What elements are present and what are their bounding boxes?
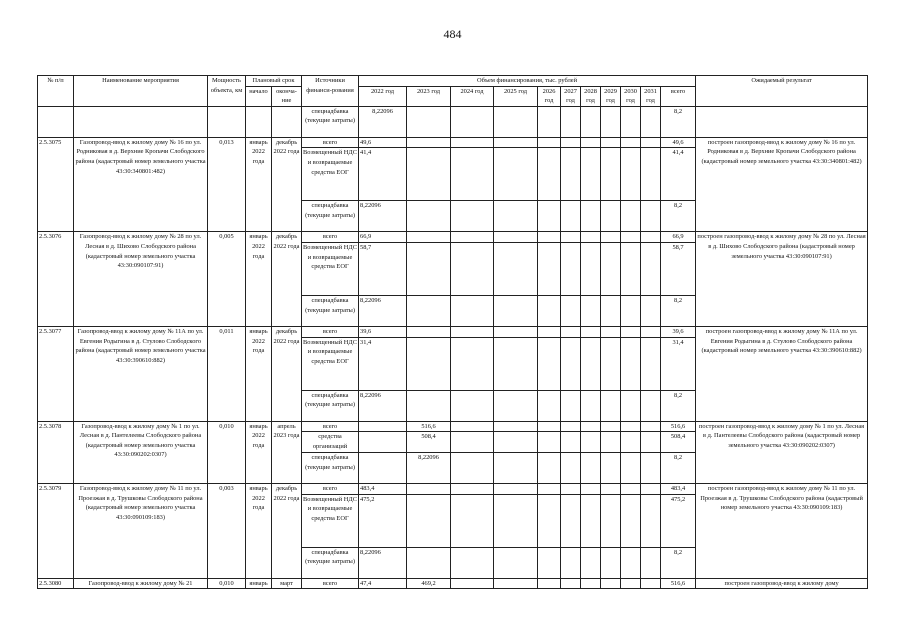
- source-cell: спецнадбавка (текущие затраты): [302, 547, 359, 578]
- record-start: январь 2022 года: [246, 421, 272, 484]
- header-num: № п/п: [38, 76, 74, 107]
- value-total: 41,4: [661, 148, 696, 201]
- record-end: март: [272, 578, 302, 589]
- record-name: Газопровод-ввод к жилому дому № 28 по ул. Лесная в д. Шихово Слободского района (кадастровый номер земельного участка 43:30:090107:91): [74, 232, 208, 327]
- value-total: 8,2: [661, 201, 696, 232]
- record-end: декабрь 2022 года: [272, 326, 302, 421]
- header-end: оконча-ние: [272, 86, 302, 106]
- value-2023: [407, 148, 451, 201]
- record-start: январь 2022 года: [246, 326, 272, 421]
- table-row: [38, 232, 868, 243]
- source-cell: спецнадбавка (текущие затраты): [302, 106, 359, 137]
- value-2022: [359, 453, 407, 484]
- record-name: Газопровод-ввод к жилому дому № 16 по ул. Родниковая в д. Верхние Кропачи Слободского района (кадастровый номер земельного участка 43:30:340801:482): [74, 137, 208, 232]
- value-total: 58,7: [661, 242, 696, 295]
- header-name: Наименование мероприятия: [74, 76, 208, 107]
- record-start: январь 2022 года: [246, 232, 272, 327]
- value-2023: [407, 242, 451, 295]
- financing-table: [37, 75, 868, 589]
- value-total: 66,9: [661, 232, 696, 243]
- header-year: 2022 год: [359, 86, 407, 106]
- value-2022: 483,4: [359, 484, 407, 495]
- page-number: 484: [443, 27, 462, 41]
- record-result: построен газопровод-ввод к жилому дому: [696, 578, 868, 589]
- value-2023: [407, 390, 451, 421]
- value-2022: 8,22096: [359, 547, 407, 578]
- source-cell: спецнадбавка (текущие затраты): [302, 295, 359, 326]
- value-2022: [359, 432, 407, 453]
- value-total: 516,6: [661, 578, 696, 589]
- record-name: Газопровод-ввод к жилому дому № 11А по ул. Евгения Родыгина в д. Стулово Слободского района (кадастровый номер земельного участка 43:30:390610:882): [74, 326, 208, 421]
- value-total: 8,2: [661, 547, 696, 578]
- source-cell: спецнадбавка (текущие затраты): [302, 453, 359, 484]
- table-row: [38, 137, 868, 148]
- source-cell: всего: [302, 484, 359, 495]
- value-total: 508,4: [661, 432, 696, 453]
- value-2022: 47,4: [359, 578, 407, 589]
- header-total: всего: [661, 86, 696, 106]
- record-end: декабрь 2022 года: [272, 232, 302, 327]
- value-2022: [359, 421, 407, 432]
- source-cell: спецнадбавка (текущие затраты): [302, 390, 359, 421]
- header-start: начало: [246, 86, 272, 106]
- record-end: апрель 2023 года: [272, 421, 302, 484]
- value-2022: 8,22096: [359, 106, 407, 137]
- record-num: 2.5.3075: [38, 137, 74, 232]
- record-num: 2.5.3079: [38, 484, 74, 579]
- value-2022: 49,6: [359, 137, 407, 148]
- header-year: 2031 год: [641, 86, 661, 106]
- value-2023: [407, 137, 451, 148]
- table-row: [38, 106, 868, 137]
- record-result: построен газопровод-ввод к жилому дому № 11 по ул. Проезжая в д. Трушковы Слободского района (кадастровый номер земельного участка 43:30:090109:183): [696, 484, 868, 579]
- record-end: декабрь 2022 года: [272, 484, 302, 579]
- record-capacity: 0,013: [208, 137, 246, 232]
- value-2022: 66,9: [359, 232, 407, 243]
- value-2022: 475,2: [359, 494, 407, 547]
- table-row: [38, 578, 868, 589]
- record-capacity: 0,011: [208, 326, 246, 421]
- source-cell: Возмещенный НДС и возвращаемые средства ЕОГ: [302, 148, 359, 201]
- source-cell: всего: [302, 232, 359, 243]
- header-volume: Объем финансирования, тыс. рублей: [359, 76, 696, 87]
- value-total: 8,2: [661, 106, 696, 137]
- value-2023: [407, 494, 451, 547]
- table-row: [38, 326, 868, 337]
- record-name: Газопровод-ввод к жилому дому № 21: [74, 578, 208, 589]
- source-cell: всего: [302, 421, 359, 432]
- record-num: 2.5.3078: [38, 421, 74, 484]
- record-capacity: 0,003: [208, 484, 246, 579]
- table-row: [38, 484, 868, 495]
- record-end: декабрь 2022 года: [272, 137, 302, 232]
- source-cell: Возмещенный НДС и возвращаемые средства ЕОГ: [302, 337, 359, 390]
- value-total: 8,2: [661, 295, 696, 326]
- header-year: 2030 год: [621, 86, 641, 106]
- header-capacity: Мощность объекта, км: [208, 76, 246, 107]
- record-start: январь: [246, 578, 272, 589]
- header-period: Плановый срок: [246, 76, 302, 87]
- header-year: 2028 год: [581, 86, 601, 106]
- record-capacity: 0,010: [208, 578, 246, 589]
- value-2023: [407, 337, 451, 390]
- value-2023: 8,22096: [407, 453, 451, 484]
- source-cell: Возмещенный НДС и возвращаемые средства ЕОГ: [302, 494, 359, 547]
- header-source: Источники финанси-рования: [302, 76, 359, 107]
- header-row-1: [38, 76, 868, 87]
- record-start: январь 2022 года: [246, 484, 272, 579]
- value-total: 516,6: [661, 421, 696, 432]
- record-num: 2.5.3080: [38, 578, 74, 589]
- record-result: построен газопровод-ввод к жилому дому № 16 по ул. Родниковая в д. Верхние Кропачи Слободского района (кадастровый номер земельного участка 43:30:340801:482): [696, 137, 868, 232]
- header-result: Ожидаемый результат: [696, 76, 868, 107]
- value-2023: [407, 547, 451, 578]
- value-total: 39,6: [661, 326, 696, 337]
- header-year: 2029 год: [601, 86, 621, 106]
- value-2023: 508,4: [407, 432, 451, 453]
- record-capacity: 0,010: [208, 421, 246, 484]
- record-name: Газопровод-ввод к жилому дому № 1 по ул. Лесная в д. Пантелеевы Слободского района (кадастровый номер земельного участка 43:30:090202:0307): [74, 421, 208, 484]
- value-2022: 8,22096: [359, 201, 407, 232]
- source-cell: средства организаций: [302, 432, 359, 453]
- value-2022: 8,22096: [359, 295, 407, 326]
- source-cell: Возмещенный НДС и возвращаемые средства ЕОГ: [302, 242, 359, 295]
- source-cell: всего: [302, 326, 359, 337]
- value-total: 475,2: [661, 494, 696, 547]
- header-year: 2025 год: [494, 86, 538, 106]
- header-year: 2026 год: [538, 86, 561, 106]
- source-cell: спецнадбавка (текущие затраты): [302, 201, 359, 232]
- value-2023: [407, 295, 451, 326]
- record-result: построен газопровод-ввод к жилому дому № 28 по ул. Лесная в д. Шихово Слободского района (кадастровый номер земельного участка 43:30:090107:91): [696, 232, 868, 327]
- header-year: 2024 год: [451, 86, 494, 106]
- header-year: 2023 год: [407, 86, 451, 106]
- value-total: 8,2: [661, 390, 696, 421]
- value-2023: 469,2: [407, 578, 451, 589]
- record-capacity: 0,005: [208, 232, 246, 327]
- record-result: построен газопровод-ввод к жилому дому № 11А по ул. Евгения Родыгина в д. Стулово Слободского района (кадастровый номер земельного участка 43:30:390610:882): [696, 326, 868, 421]
- value-total: 483,4: [661, 484, 696, 495]
- header-year: 2027 год: [561, 86, 581, 106]
- value-total: 8,2: [661, 453, 696, 484]
- record-name: Газопровод-ввод к жилому дому № 11 по ул. Проезжая в д. Трушковы Слободского района (кадастровый номер земельного участка 43:30:090109:183): [74, 484, 208, 579]
- value-2022: 31,4: [359, 337, 407, 390]
- table-row: [38, 421, 868, 432]
- value-2023: [407, 232, 451, 243]
- record-result: построен газопровод-ввод к жилому дому № 1 по ул. Лесная в д. Пантелеевы Слободского района (кадастровый номер земельного участка 43:30:090202:0307): [696, 421, 868, 484]
- source-cell: всего: [302, 137, 359, 148]
- value-2022: 8,22096: [359, 390, 407, 421]
- value-total: 49,6: [661, 137, 696, 148]
- value-2022: 41,4: [359, 148, 407, 201]
- value-2023: [407, 484, 451, 495]
- source-cell: всего: [302, 578, 359, 589]
- value-total: 31,4: [661, 337, 696, 390]
- value-2022: 39,6: [359, 326, 407, 337]
- value-2023: [407, 326, 451, 337]
- value-2023: [407, 201, 451, 232]
- record-start: январь 2022 года: [246, 137, 272, 232]
- value-2023: 516,6: [407, 421, 451, 432]
- record-num: 2.5.3077: [38, 326, 74, 421]
- value-2022: 58,7: [359, 242, 407, 295]
- record-num: 2.5.3076: [38, 232, 74, 327]
